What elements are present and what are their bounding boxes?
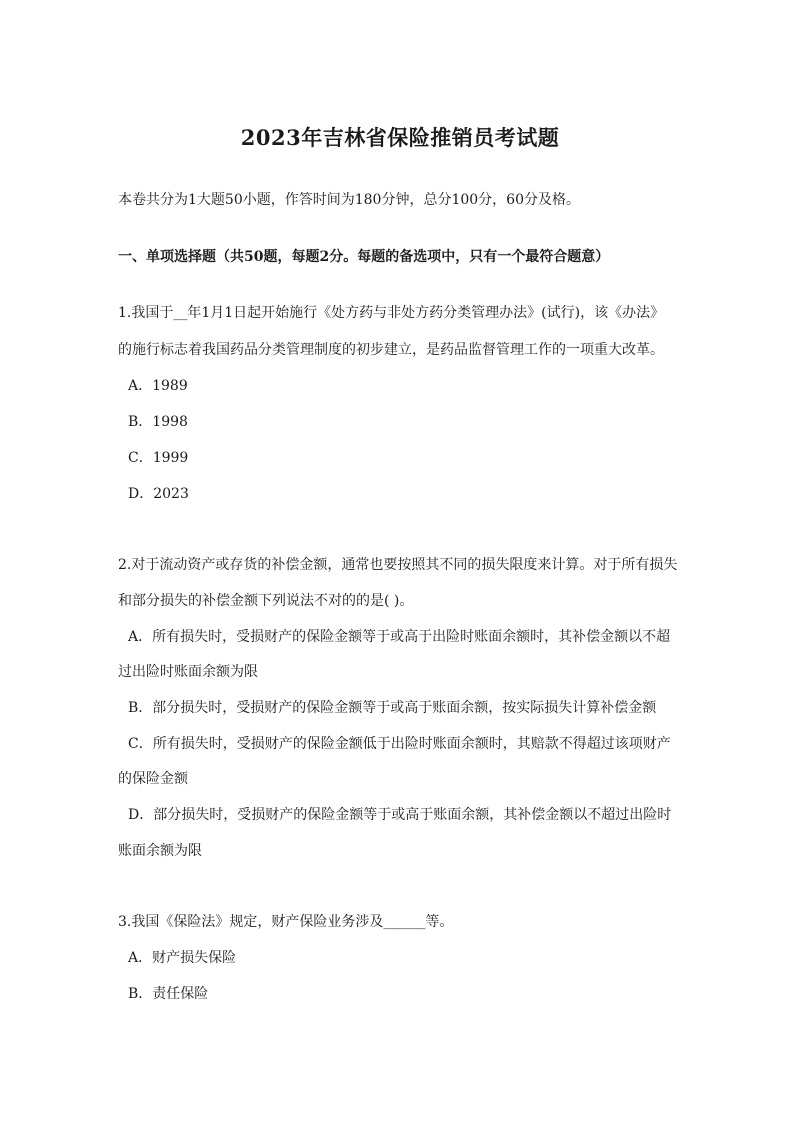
option-d: D．2023 [128, 486, 189, 502]
question-stem-line: 3.我国《保险法》规定，财产保险业务涉及______等。 [118, 914, 454, 930]
option-c: C．所有损失时，受损财产的保险金额低于出险时账面余额时，其赔款不得超过该项财产 [128, 736, 671, 752]
option-b: B．责任保险 [128, 986, 209, 1002]
exam-intro: 本卷共分为1大题50小题，作答时间为180分钟，总分100分，60分及格。 [118, 192, 580, 208]
question-stem-line: 2.对于流动资产或存货的补偿金额，通常也要按照其不同的损失限度来计算。对于所有损失 [118, 557, 678, 573]
option-b: B．部分损失时，受损财产的保险金额等于或高于账面余额，按实际损失计算补偿金额 [128, 700, 657, 716]
section-heading: 一、单项选择题（共50题，每题2分。每题的备选项中，只有一个最符合题意） [118, 249, 610, 265]
option-d-continuation: 账面余额为限 [118, 843, 202, 859]
option-a: A．财产损失保险 [128, 950, 237, 966]
question-stem-line: 1.我国于__年1月1日起开始施行《处方药与非处方药分类管理办法》(试行)，该《办法》 [118, 305, 665, 321]
question-stem-line: 和部分损失的补偿金额下列说法不对的的是( )。 [118, 593, 414, 609]
option-c: C．1999 [128, 450, 189, 466]
option-a: A．所有损失时，受损财产的保险金额等于或高于出险时账面余额时，其补偿金额以不超 [128, 629, 671, 645]
option-d: D．部分损失时，受损财产的保险金额等于或高于账面余额，其补偿金额以不超过出险时 [128, 807, 672, 823]
question-stem-line: 的施行标志着我国药品分类管理制度的初步建立，是药品监督管理工作的一项重大改革。 [118, 342, 664, 358]
page-title: 2023年吉林省保险推销员考试题 [240, 125, 560, 150]
option-b: B．1998 [128, 414, 188, 430]
option-a-continuation: 过出险时账面余额为限 [118, 664, 258, 680]
option-c-continuation: 的保险金额 [118, 771, 188, 787]
option-a: A．1989 [128, 378, 188, 394]
